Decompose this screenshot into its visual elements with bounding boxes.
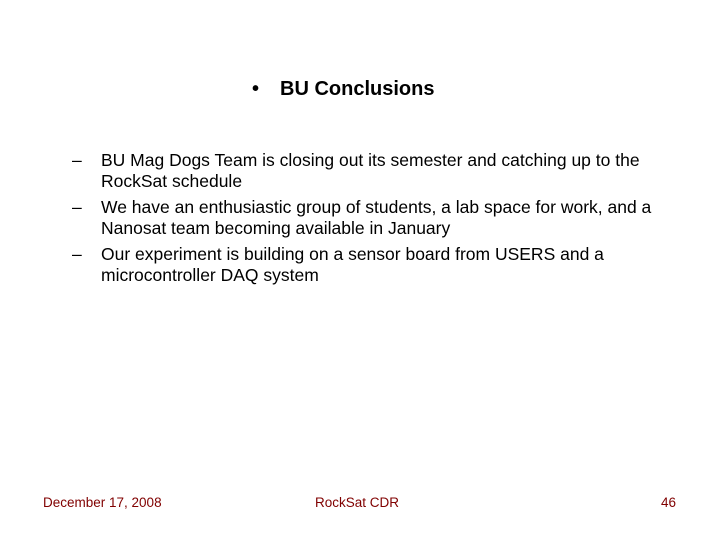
dash-icon: –: [72, 150, 82, 170]
bullet-icon: •: [252, 78, 260, 100]
slide-title-row: [252, 78, 434, 101]
bullet-list: [72, 150, 692, 291]
list-item: [72, 150, 692, 192]
dash-icon: –: [72, 197, 82, 217]
footer-presentation-name: RockSat CDR: [315, 495, 400, 510]
list-item-text: BU Mag Dogs Team is closing out its semester and catching up to the RockSat schedule: [101, 150, 640, 191]
page-number: 46: [661, 495, 677, 510]
footer-date: December 17, 2008: [43, 495, 162, 510]
list-item: [72, 197, 692, 239]
list-item-text: Our experiment is building on a sensor board from USERS and a microcontroller DAQ system: [101, 244, 604, 285]
list-item: [72, 244, 692, 286]
list-item-text: We have an enthusiastic group of students, a lab space for work, and a Nanosat team becoming available in January: [101, 197, 652, 238]
dash-icon: –: [72, 244, 82, 264]
slide-title: BU Conclusions: [280, 78, 435, 100]
